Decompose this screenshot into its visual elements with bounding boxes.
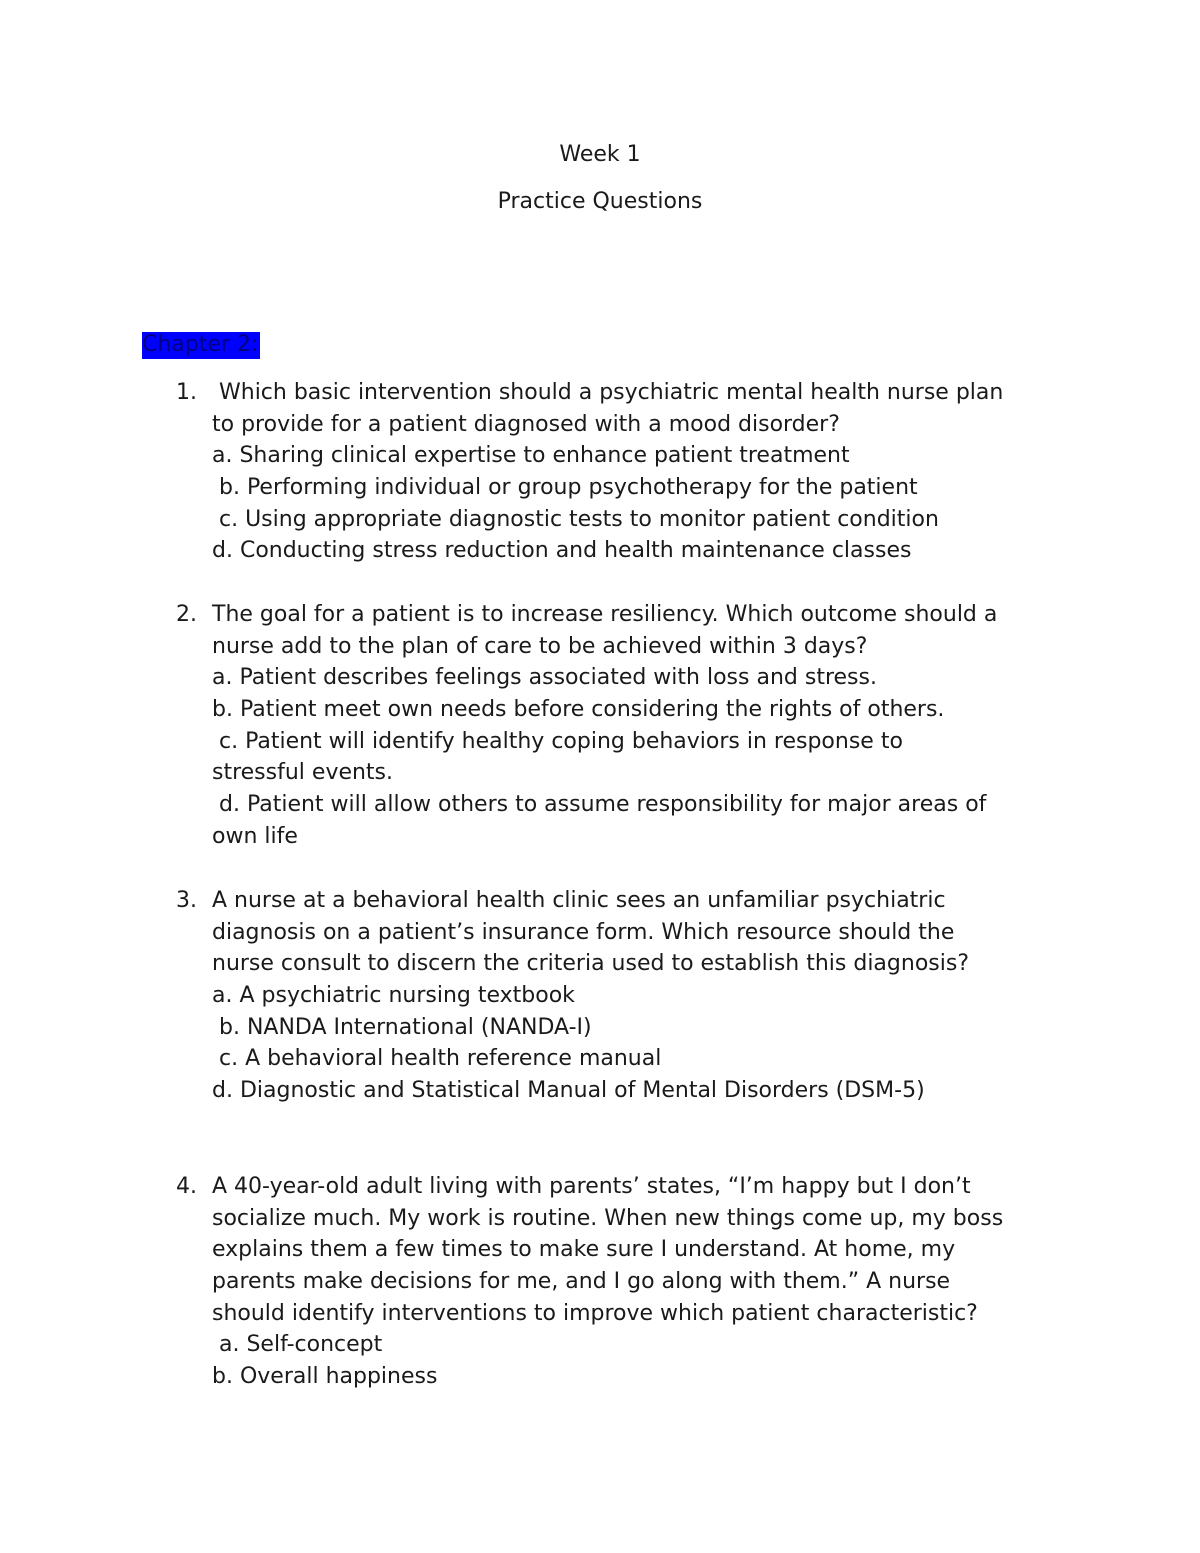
question-line: explains them a few times to make sure I understand. At home, my <box>212 1237 956 1263</box>
answer-option-c-continued: stressful events. <box>212 760 394 786</box>
question-line: A 40-year-old adult living with parents’ states, “I’m happy but I don’t <box>212 1174 971 1199</box>
answer-option-a: a. Patient describes feelings associated with loss and stress. <box>212 665 877 691</box>
answer-option-c: c. Patient will identify healthy coping behaviors in response to <box>212 728 903 754</box>
question-number: 1. <box>176 380 197 405</box>
question-line: Which basic intervention should a psychiatric mental health nurse plan <box>212 380 1004 405</box>
answer-option-c: c. Using appropriate diagnostic tests to monitor patient condition <box>212 506 939 532</box>
answer-option-c: c. A behavioral health reference manual <box>212 1046 662 1072</box>
question-line: A nurse at a behavioral health clinic sees an unfamiliar psychiatric <box>212 888 946 913</box>
answer-option-b: b. NANDA International (NANDA-I) <box>212 1014 592 1040</box>
question-line: diagnosis on a patient’s insurance form. Which resource should the <box>212 919 955 945</box>
answer-option-b: b. Performing individual or group psychotherapy for the patient <box>212 475 918 501</box>
answer-option-d-continued: own life <box>212 823 298 849</box>
question-number: 3. <box>176 888 197 913</box>
question-text <box>212 599 1112 853</box>
answer-option-d: d. Diagnostic and Statistical Manual of Mental Disorders (DSM-5) <box>212 1078 925 1104</box>
chapter-heading: Chapter 2: <box>142 332 259 357</box>
answer-option-a: a. A psychiatric nursing textbook <box>212 983 575 1009</box>
question-line: should identify interventions to improve which patient characteristic? <box>212 1300 978 1326</box>
answer-option-b: b. Patient meet own needs before considering the rights of others. <box>212 697 945 723</box>
answer-option-d: d. Conducting stress reduction and health maintenance classes <box>212 538 912 564</box>
week-title: Week 1 <box>559 142 641 167</box>
question-line: socialize much. My work is routine. When new things come up, my boss <box>212 1205 1004 1231</box>
question-line: parents make decisions for me, and I go along with them.” A nurse <box>212 1269 951 1295</box>
practice-questions-title: Practice Questions <box>497 189 703 214</box>
question-number: 2. <box>176 602 197 627</box>
answer-option-d: d. Patient will allow others to assume responsibility for major areas of <box>212 792 987 818</box>
question-text <box>212 885 1112 1107</box>
question-number: 4. <box>176 1174 197 1199</box>
question-line: The goal for a patient is to increase resiliency. Which outcome should a <box>212 602 998 627</box>
question-line: to provide for a patient diagnosed with a mood disorder? <box>212 411 840 437</box>
question-line: nurse add to the plan of care to be achieved within 3 days? <box>212 633 868 659</box>
question-line: nurse consult to discern the criteria used to establish this diagnosis? <box>212 951 969 977</box>
question-text <box>212 1171 1112 1393</box>
question-text <box>212 377 1112 567</box>
answer-option-b: b. Overall happiness <box>212 1364 438 1390</box>
answer-option-a: a. Self-concept <box>212 1332 383 1358</box>
answer-option-a: a. Sharing clinical expertise to enhance patient treatment <box>212 443 850 469</box>
